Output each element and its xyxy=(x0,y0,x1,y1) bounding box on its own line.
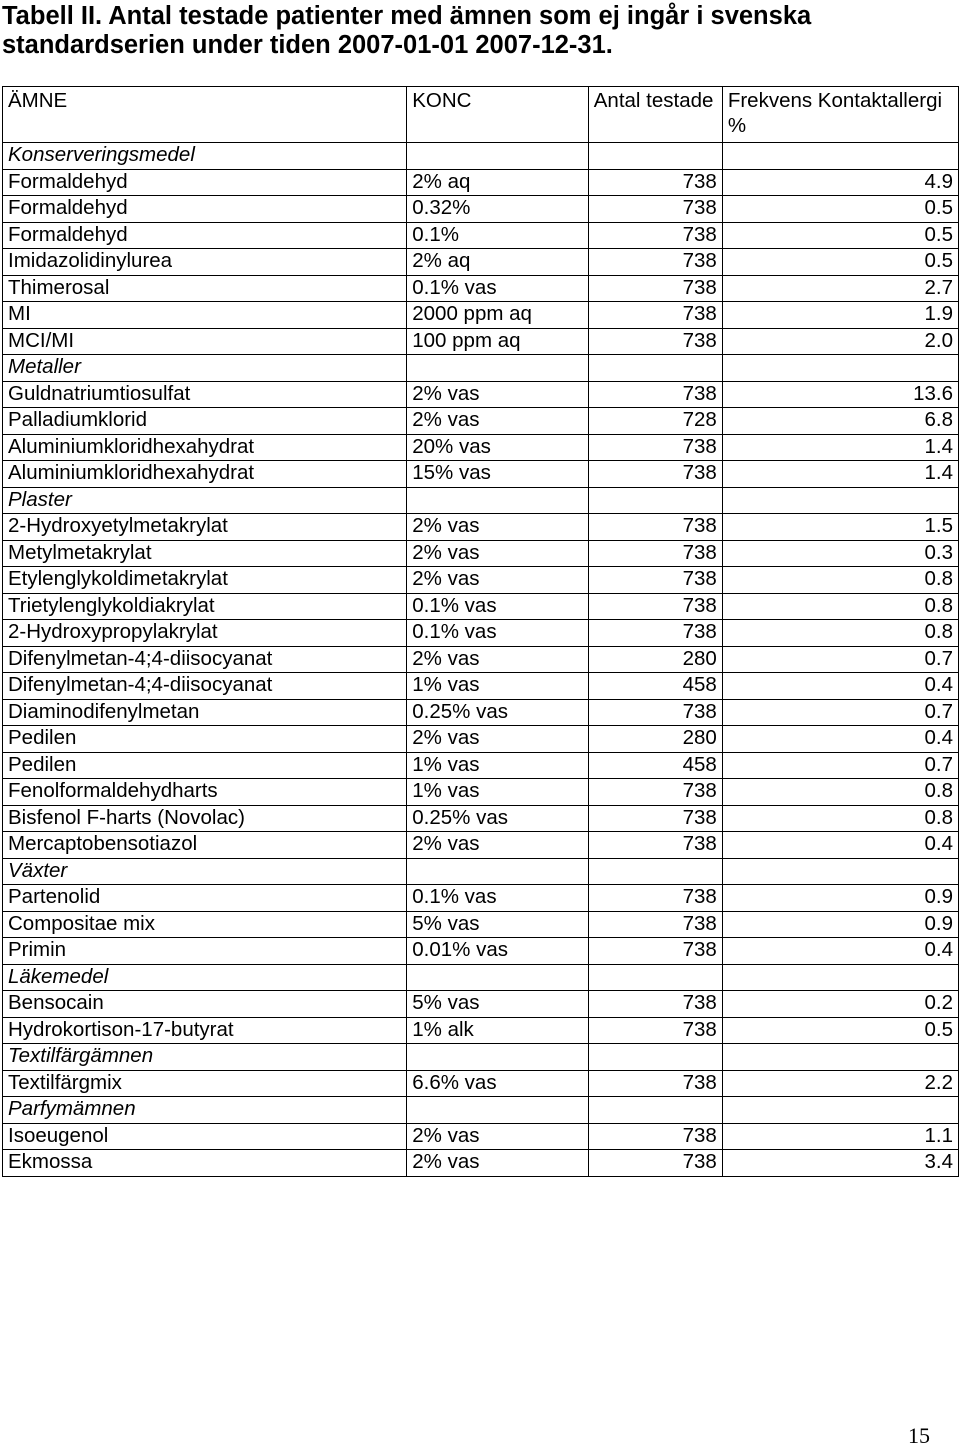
konc-cell: 2000 ppm aq xyxy=(407,302,589,329)
antal-cell: 738 xyxy=(588,938,722,965)
table-header-row xyxy=(3,87,959,143)
substance-cell: Pedilen xyxy=(3,726,407,753)
antal-cell: 738 xyxy=(588,381,722,408)
page-number: 15 xyxy=(908,1423,930,1448)
table-row xyxy=(3,222,959,249)
frekvens-cell: 4.9 xyxy=(722,169,958,196)
konc-cell: 1% vas xyxy=(407,673,589,700)
konc-cell: 2% aq xyxy=(407,249,589,276)
konc-cell: 0.1% xyxy=(407,222,589,249)
substance-cell: MCI/MI xyxy=(3,328,407,355)
konc-cell: 2% vas xyxy=(407,646,589,673)
antal-cell: 738 xyxy=(588,911,722,938)
substance-cell: 2-Hydroxypropylakrylat xyxy=(3,620,407,647)
frekvens-cell: 0.8 xyxy=(722,620,958,647)
table-row xyxy=(3,620,959,647)
category-row xyxy=(3,858,959,885)
konc-cell xyxy=(407,858,589,885)
frekvens-cell: 0.7 xyxy=(722,699,958,726)
antal-cell: 738 xyxy=(588,196,722,223)
frekvens-cell: 0.4 xyxy=(722,673,958,700)
antal-cell xyxy=(588,355,722,382)
substance-cell: Metylmetakrylat xyxy=(3,540,407,567)
konc-cell xyxy=(407,1044,589,1071)
table-row xyxy=(3,911,959,938)
category-label: Textilfärgämnen xyxy=(3,1044,407,1071)
antal-cell: 738 xyxy=(588,222,722,249)
substance-cell: Partenolid xyxy=(3,885,407,912)
table-row xyxy=(3,752,959,779)
category-label: Läkemedel xyxy=(3,964,407,991)
allergen-table xyxy=(2,86,959,1177)
frekvens-cell: 0.4 xyxy=(722,726,958,753)
frekvens-cell xyxy=(722,964,958,991)
frekvens-cell: 1.1 xyxy=(722,1123,958,1150)
frekvens-cell xyxy=(722,143,958,170)
konc-cell: 0.1% vas xyxy=(407,620,589,647)
konc-cell: 0.25% vas xyxy=(407,699,589,726)
substance-cell: Aluminiumkloridhexahydrat xyxy=(3,461,407,488)
konc-cell: 2% vas xyxy=(407,567,589,594)
antal-cell: 738 xyxy=(588,275,722,302)
antal-cell xyxy=(588,1097,722,1124)
table-row xyxy=(3,328,959,355)
konc-cell: 1% vas xyxy=(407,752,589,779)
table-row xyxy=(3,381,959,408)
substance-cell: Formaldehyd xyxy=(3,169,407,196)
table-row xyxy=(3,249,959,276)
table-row xyxy=(3,196,959,223)
substance-cell: Formaldehyd xyxy=(3,196,407,223)
frekvens-cell xyxy=(722,858,958,885)
table-row xyxy=(3,461,959,488)
konc-cell: 0.1% vas xyxy=(407,885,589,912)
frekvens-cell: 3.4 xyxy=(722,1150,958,1177)
table-row xyxy=(3,885,959,912)
frekvens-cell: 13.6 xyxy=(722,381,958,408)
frekvens-cell: 0.7 xyxy=(722,752,958,779)
antal-cell xyxy=(588,964,722,991)
konc-cell: 0.1% vas xyxy=(407,275,589,302)
frekvens-cell xyxy=(722,355,958,382)
konc-cell: 2% vas xyxy=(407,408,589,435)
frekvens-cell: 1.9 xyxy=(722,302,958,329)
table-title-line-1: Tabell II. Antal testade patienter med ämnen som ej ingår i svenska xyxy=(2,2,812,30)
antal-cell: 738 xyxy=(588,593,722,620)
antal-cell: 280 xyxy=(588,646,722,673)
substance-cell: Imidazolidinylurea xyxy=(3,249,407,276)
konc-cell: 2% vas xyxy=(407,1150,589,1177)
konc-cell: 5% vas xyxy=(407,991,589,1018)
antal-cell: 738 xyxy=(588,249,722,276)
frekvens-cell: 2.0 xyxy=(722,328,958,355)
konc-cell: 5% vas xyxy=(407,911,589,938)
antal-cell: 738 xyxy=(588,885,722,912)
antal-cell: 738 xyxy=(588,620,722,647)
konc-cell xyxy=(407,964,589,991)
frekvens-cell: 0.4 xyxy=(722,938,958,965)
substance-cell: Aluminiumkloridhexahydrat xyxy=(3,434,407,461)
antal-cell: 738 xyxy=(588,1070,722,1097)
konc-cell xyxy=(407,1097,589,1124)
category-row xyxy=(3,487,959,514)
table-row xyxy=(3,434,959,461)
antal-cell: 280 xyxy=(588,726,722,753)
header-antal-testade: Antal testade xyxy=(588,87,722,143)
table-row xyxy=(3,1123,959,1150)
frekvens-cell: 1.4 xyxy=(722,461,958,488)
antal-cell xyxy=(588,143,722,170)
substance-cell: Mercaptobensotiazol xyxy=(3,832,407,859)
substance-cell: Difenylmetan-4;4-diisocyanat xyxy=(3,646,407,673)
category-row xyxy=(3,143,959,170)
antal-cell: 738 xyxy=(588,302,722,329)
konc-cell xyxy=(407,355,589,382)
table-row xyxy=(3,646,959,673)
substance-cell: Trietylenglykoldiakrylat xyxy=(3,593,407,620)
antal-cell: 738 xyxy=(588,805,722,832)
frekvens-cell: 6.8 xyxy=(722,408,958,435)
konc-cell: 2% vas xyxy=(407,832,589,859)
konc-cell: 1% vas xyxy=(407,779,589,806)
antal-cell: 728 xyxy=(588,408,722,435)
substance-cell: Ekmossa xyxy=(3,1150,407,1177)
substance-cell: Fenolformaldehydharts xyxy=(3,779,407,806)
table-row xyxy=(3,673,959,700)
antal-cell: 738 xyxy=(588,1017,722,1044)
substance-cell: Primin xyxy=(3,938,407,965)
substance-cell: Bensocain xyxy=(3,991,407,1018)
category-row xyxy=(3,1044,959,1071)
substance-cell: Compositae mix xyxy=(3,911,407,938)
table-row xyxy=(3,726,959,753)
substance-cell: Pedilen xyxy=(3,752,407,779)
konc-cell: 1% alk xyxy=(407,1017,589,1044)
table-body xyxy=(3,143,959,1177)
konc-cell: 6.6% vas xyxy=(407,1070,589,1097)
frekvens-cell: 0.2 xyxy=(722,991,958,1018)
frekvens-cell xyxy=(722,487,958,514)
table-row xyxy=(3,1150,959,1177)
substance-cell: Difenylmetan-4;4-diisocyanat xyxy=(3,673,407,700)
substance-cell: Textilfärgmix xyxy=(3,1070,407,1097)
category-row xyxy=(3,1097,959,1124)
table-row xyxy=(3,302,959,329)
konc-cell: 2% aq xyxy=(407,169,589,196)
antal-cell: 458 xyxy=(588,752,722,779)
substance-cell: Bisfenol F-harts (Novolac) xyxy=(3,805,407,832)
table-row xyxy=(3,1070,959,1097)
category-row xyxy=(3,355,959,382)
frekvens-cell: 0.9 xyxy=(722,885,958,912)
table-title xyxy=(2,2,952,60)
antal-cell: 738 xyxy=(588,514,722,541)
table-row xyxy=(3,275,959,302)
table-row xyxy=(3,593,959,620)
antal-cell: 738 xyxy=(588,1123,722,1150)
header-frekvens: Frekvens Kontaktallergi % xyxy=(722,87,958,143)
frekvens-cell: 0.5 xyxy=(722,196,958,223)
table-row xyxy=(3,567,959,594)
substance-cell: Etylenglykoldimetakrylat xyxy=(3,567,407,594)
table-row xyxy=(3,805,959,832)
frekvens-cell: 0.8 xyxy=(722,593,958,620)
antal-cell xyxy=(588,487,722,514)
category-label: Metaller xyxy=(3,355,407,382)
table-row xyxy=(3,1017,959,1044)
konc-cell: 15% vas xyxy=(407,461,589,488)
konc-cell xyxy=(407,487,589,514)
frekvens-cell: 2.7 xyxy=(722,275,958,302)
table-row xyxy=(3,991,959,1018)
frekvens-cell: 0.8 xyxy=(722,567,958,594)
konc-cell: 2% vas xyxy=(407,726,589,753)
konc-cell: 0.01% vas xyxy=(407,938,589,965)
konc-cell: 2% vas xyxy=(407,540,589,567)
antal-cell xyxy=(588,858,722,885)
konc-cell: 0.1% vas xyxy=(407,593,589,620)
category-label: Plaster xyxy=(3,487,407,514)
frekvens-cell xyxy=(722,1097,958,1124)
antal-cell: 738 xyxy=(588,832,722,859)
antal-cell: 738 xyxy=(588,991,722,1018)
table-row xyxy=(3,832,959,859)
substance-cell: 2-Hydroxyetylmetakrylat xyxy=(3,514,407,541)
frekvens-cell: 0.5 xyxy=(722,249,958,276)
antal-cell: 738 xyxy=(588,328,722,355)
frekvens-cell: 0.9 xyxy=(722,911,958,938)
konc-cell: 2% vas xyxy=(407,381,589,408)
konc-cell: 0.32% xyxy=(407,196,589,223)
frekvens-cell: 0.5 xyxy=(722,222,958,249)
antal-cell xyxy=(588,1044,722,1071)
konc-cell: 2% vas xyxy=(407,514,589,541)
antal-cell: 738 xyxy=(588,540,722,567)
frekvens-cell: 2.2 xyxy=(722,1070,958,1097)
frekvens-cell xyxy=(722,1044,958,1071)
header-konc: KONC xyxy=(407,87,589,143)
frekvens-cell: 1.5 xyxy=(722,514,958,541)
substance-cell: Guldnatriumtiosulfat xyxy=(3,381,407,408)
konc-cell: 2% vas xyxy=(407,1123,589,1150)
antal-cell: 738 xyxy=(588,434,722,461)
table-row xyxy=(3,408,959,435)
substance-cell: Thimerosal xyxy=(3,275,407,302)
substance-cell: Isoeugenol xyxy=(3,1123,407,1150)
substance-cell: MI xyxy=(3,302,407,329)
table-row xyxy=(3,540,959,567)
antal-cell: 738 xyxy=(588,779,722,806)
table-title-line-2: standardserien under tiden 2007-01-01 2007-12-31. xyxy=(2,31,613,59)
category-label: Parfymämnen xyxy=(3,1097,407,1124)
table-row xyxy=(3,938,959,965)
konc-cell: 100 ppm aq xyxy=(407,328,589,355)
antal-cell: 738 xyxy=(588,567,722,594)
table-row xyxy=(3,779,959,806)
antal-cell: 738 xyxy=(588,699,722,726)
frekvens-cell: 0.5 xyxy=(722,1017,958,1044)
substance-cell: Palladiumklorid xyxy=(3,408,407,435)
konc-cell: 0.25% vas xyxy=(407,805,589,832)
table-row xyxy=(3,169,959,196)
substance-cell: Diaminodifenylmetan xyxy=(3,699,407,726)
antal-cell: 458 xyxy=(588,673,722,700)
frekvens-cell: 0.8 xyxy=(722,805,958,832)
frekvens-cell: 0.8 xyxy=(722,779,958,806)
konc-cell: 20% vas xyxy=(407,434,589,461)
table-row xyxy=(3,699,959,726)
antal-cell: 738 xyxy=(588,1150,722,1177)
frekvens-cell: 0.4 xyxy=(722,832,958,859)
frekvens-cell: 0.7 xyxy=(722,646,958,673)
konc-cell xyxy=(407,143,589,170)
antal-cell: 738 xyxy=(588,461,722,488)
header-amne: ÄMNE xyxy=(3,87,407,143)
category-label: Konserveringsmedel xyxy=(3,143,407,170)
frekvens-cell: 0.3 xyxy=(722,540,958,567)
antal-cell: 738 xyxy=(588,169,722,196)
substance-cell: Formaldehyd xyxy=(3,222,407,249)
frekvens-cell: 1.4 xyxy=(722,434,958,461)
category-label: Växter xyxy=(3,858,407,885)
category-row xyxy=(3,964,959,991)
substance-cell: Hydrokortison-17-butyrat xyxy=(3,1017,407,1044)
table-row xyxy=(3,514,959,541)
